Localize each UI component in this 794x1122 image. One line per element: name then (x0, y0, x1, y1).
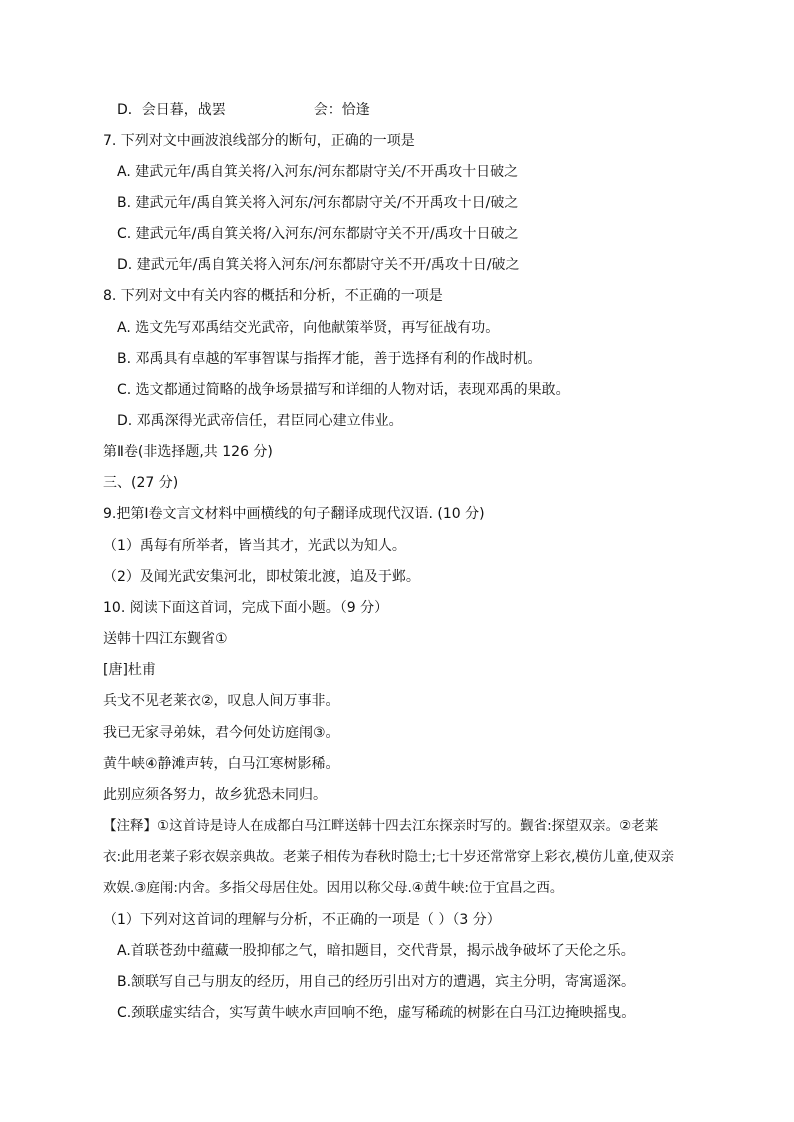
annotation-line-1: 【注释】①这首诗是诗人在成都白马江畔送韩十四去江东探亲时写的。觐省:探望双亲。②老莱 (103, 818, 659, 834)
question-8-stem: 8. 下列对文中有关内容的概括和分析，不正确的一项是 (103, 288, 443, 304)
question-10-1-option-b: B.颔联写自己与朋友的经历，用自己的经历引出对方的遭遇，宾主分明，寄寓遥深。 (117, 974, 636, 990)
question-10-stem: 10. 阅读下面这首词，完成下面小题。（9 分） (103, 600, 389, 616)
poem-line-1: 兵戈不见老莱衣②，叹息人间万事非。 (103, 693, 340, 709)
annotation-line-3: 欢娱.③庭闱:内舍。多指父母居住处。因用以称父母.④黄牛峡:位于宜昌之西。 (103, 880, 564, 896)
question-10-1-stem: （1）下列对这首词的理解与分析，不正确的一项是（ ）（3 分） (103, 912, 501, 928)
question-8-option-b: B. 邓禹具有卓越的军事智谋与指挥才能，善于选择有利的作战时机。 (117, 351, 542, 367)
question-9-sentence-2: （2）及闻光武安集河北，即杖策北渡，追及于邺。 (103, 569, 420, 585)
option-d-text: D．会日暮，战罢 (117, 102, 226, 118)
question-7-option-c: C. 建武元年/禹自箕关将/入河东/河东都尉守关不开/禹攻十日破之 (117, 226, 519, 242)
question-7-option-b: B. 建武元年/禹自箕关将入河东/河东都尉守关/不开禹攻十日/破之 (117, 195, 519, 211)
poem-line-4: 此别应须各努力，故乡犹恐未同归。 (103, 787, 327, 803)
question-8-option-c: C. 选文都通过简略的战争场景描写和详细的人物对话，表现邓禹的果敢。 (117, 382, 570, 398)
question-7-stem: 7. 下列对文中画波浪线部分的断句，正确的一项是 (103, 133, 415, 149)
option-d-gloss: 会：恰逢 (313, 102, 370, 118)
question-7-option-d: D. 建武元年/禹自箕关将入河东/河东都尉守关不开/禹攻十日/破之 (117, 257, 520, 273)
option-d-line (117, 100, 370, 120)
question-9-stem: 9.把第Ⅰ卷文言文材料中画横线的句子翻译成现代汉语. (10 分) (103, 506, 485, 522)
question-10-1-option-a: A.首联苍劲中蕴藏一股抑郁之气，暗扣题目，交代背景，揭示战争破坏了天伦之乐。 (117, 943, 635, 959)
question-8-option-a: A. 选文先写邓禹结交光武帝，向他献策举贤，再写征战有功。 (117, 320, 500, 336)
poem-author: [唐]杜甫 (103, 662, 156, 678)
volume-2-heading: 第Ⅱ卷(非选择题,共 126 分) (103, 444, 273, 460)
question-10-1-option-c: C.颈联虚实结合，实写黄牛峡水声回响不绝，虚写稀疏的树影在白马江边掩映摇曳。 (117, 1005, 636, 1021)
question-8-option-d: D. 邓禹深得光武帝信任，君臣同心建立伟业。 (117, 413, 403, 429)
annotation-line-2: 衣:此用老莱子彩衣娱亲典故。老莱子相传为春秋时隐士;七十岁还常常穿上彩衣,模仿儿童,使双亲 (103, 849, 675, 865)
poem-line-2: 我已无家寻弟妹，君今何处访庭闱③。 (103, 725, 340, 741)
section-3-heading: 三、(27 分) (103, 475, 179, 491)
poem-title: 送韩十四江东觐省① (103, 631, 228, 647)
question-9-sentence-1: （1）禹每有所举者，皆当其才，光武以为知人。 (103, 538, 406, 554)
poem-line-3: 黄牛峡④静滩声转，白马江寒树影稀。 (103, 756, 340, 772)
question-7-option-a: A. 建武元年/禹自箕关将/入河东/河东都尉守关/不开禹攻十日破之 (117, 164, 519, 180)
